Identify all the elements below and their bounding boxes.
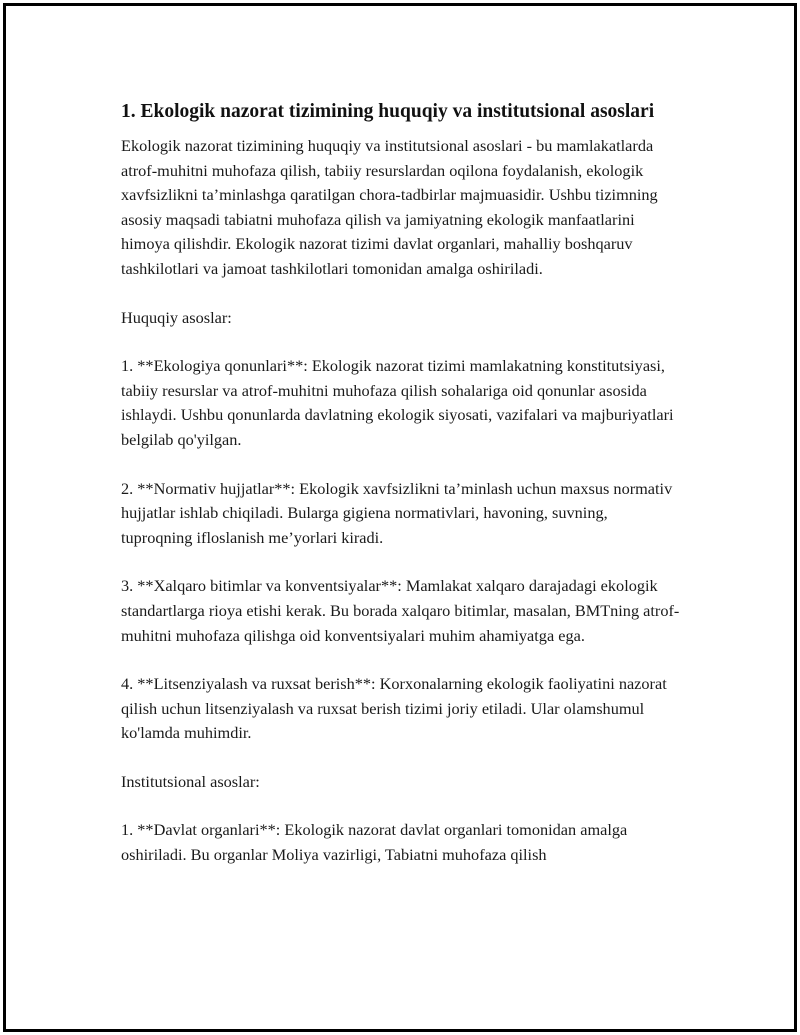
document-page [3, 3, 797, 1032]
legal-basis-heading: Huquqiy asoslar: [121, 307, 232, 327]
institutional-basis-heading: Institutsional asoslar: [121, 771, 260, 791]
document-title: 1. Ekologik nazorat tizimining huquqiy va institutsional asoslari [121, 101, 655, 122]
legal-item-normative-documents: 2. **Normativ hujjatlar**: Ekologik xavfsizlikni ta’minlash uchun maxsus normativ hujjatlar ishlab chiqiladi. Bularga gigiena normativlari, havoning, suvning, tuproqning ifloslanish me’yorlari kiradi. [121, 478, 673, 547]
legal-item-international-agreements: 3. **Xalqaro bitimlar va konventsiyalar**: Mamlakat xalqaro darajadagi ekologik standartlarga rioya etishi kerak. Bu borada xalqaro bitimlar, masalan, BMTning atrof-muhitni muhofaza qilishga oid konventsiyalari muhim ahamiyatga ega. [121, 576, 680, 645]
intro-paragraph: Ekologik nazorat tizimining huquqiy va institutsional asoslari - bu mamlakatlarda atrof-muhitni muhofaza qilish, tabiiy resurslardan oqilona foydalanish, ekologik xavfsizlikni ta’minlashga qaratilgan chora-tadbirlar majmuasidir. Ushbu tizimning asosiy maqsadi tabiatni muhofaza qilish va jamiyatning ekologik manfaatlarini himoya qilishdir. Ekologik nazorat tizimi davlat organlari, mahalliy boshqaruv tashkilotlari va jamoat tashkilotlari tomonidan amalga oshiriladi. [121, 136, 658, 278]
legal-item-licensing: 4. **Litsenziyalash va ruxsat berish**: Korxonalarning ekologik faoliyatini nazorat qilish uchun litsenziyalash va ruxsat berish tizimi joriy etiladi. Ular olamshumul ko'lamda muhimdir. [121, 674, 667, 743]
institutional-item-state-bodies: 1. **Davlat organlari**: Ekologik nazorat davlat organlari tomonidan amalga oshiriladi. Bu organlar Moliya vazirligi, Tabiatni muhofaza qilish [121, 820, 628, 865]
legal-item-ecology-laws: 1. **Ekologiya qonunlari**: Ekologik nazorat tizimi mamlakatning konstitutsiyasi, tabiiy resurslar va atrof-muhitni muhofaza qilish sohalariga oid qonunlar asosida ishlaydi. Ushbu qonunlarda davlatning ekologik siyosati, vazifalari va majburiyatlari belgilab qo'yilgan. [121, 356, 674, 449]
document-body [121, 99, 681, 892]
